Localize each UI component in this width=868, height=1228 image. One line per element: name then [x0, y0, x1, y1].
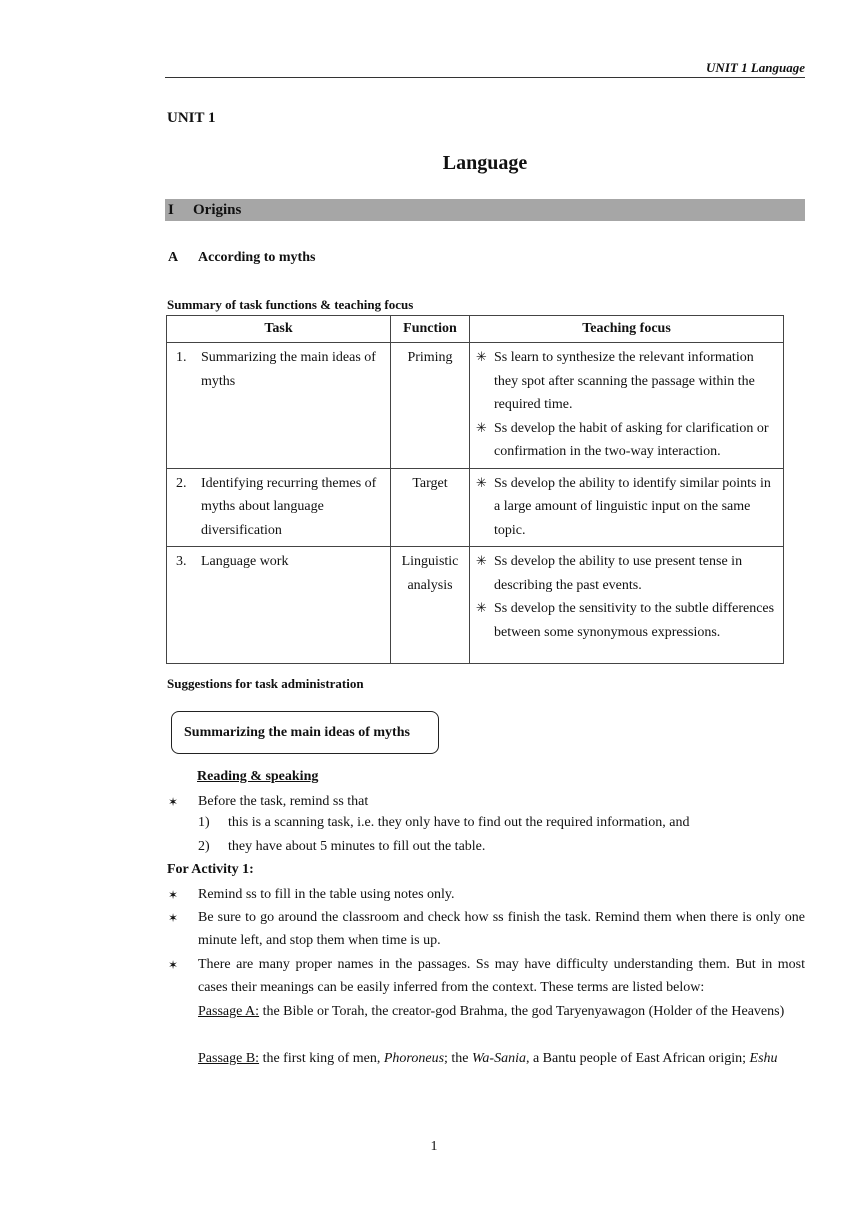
section-number: I: [168, 202, 174, 218]
asterisk-bullet-icon: ✳: [476, 554, 487, 569]
star-bullet-icon: ✶: [168, 795, 179, 809]
header-rule: [165, 77, 805, 78]
activity-bullet-text: Remind ss to fill in the table using notes only.: [198, 887, 455, 902]
passage-b-term: Eshu: [749, 1051, 778, 1066]
list-item: they have about 5 minutes to fill out the table.: [228, 839, 486, 854]
table-caption: Summary of task functions & teaching focus: [167, 297, 414, 312]
passage-a-label: Passage A:: [198, 1004, 260, 1019]
focus-text: Ss develop the ability to identify similar points in a large amount of linguistic input on the same topic.: [494, 475, 771, 538]
unit-label: UNIT 1: [167, 110, 216, 126]
reading-speaking-heading: Reading & speaking: [197, 769, 319, 784]
task-text: Summarizing the main ideas of myths: [201, 350, 376, 389]
task-cell: [167, 343, 391, 469]
page-title: Language: [442, 152, 528, 174]
subsection-letter: A: [168, 250, 179, 265]
passage-b-text: the first king of men,: [259, 1051, 384, 1066]
focus-text: Ss develop the habit of asking for clarification or confirmation in the two-way interaction.: [494, 420, 769, 459]
page-number: 1: [430, 1139, 438, 1154]
focus-item: [476, 346, 777, 417]
focus-cell: [470, 547, 784, 664]
task-title-box: Summarizing the main ideas of myths: [171, 711, 439, 754]
list-number: 2): [198, 839, 210, 854]
task-summary-table: [166, 315, 784, 664]
header-task: Task: [167, 316, 391, 343]
passage-b-text: , a Bantu people of East African origin;: [525, 1051, 750, 1066]
passage-a-text: the Bible or Torah, the creator-god Brahma, the god Taryenyawagon (Holder of the Heavens): [259, 1004, 785, 1019]
task-text: Language work: [201, 554, 289, 569]
activity-heading: For Activity 1:: [167, 862, 254, 877]
asterisk-bullet-icon: ✳: [476, 601, 487, 616]
star-bullet-icon: ✶: [168, 958, 179, 972]
header-teaching-focus: Teaching focus: [470, 316, 784, 343]
passage-b-note: [198, 1047, 805, 1070]
star-bullet-icon: ✶: [168, 888, 179, 902]
passage-a-note: [198, 1000, 805, 1023]
header-function: Function: [391, 316, 470, 343]
task-cell: [167, 468, 391, 547]
subsection-heading: [168, 250, 315, 266]
passage-b-text: ; the: [444, 1051, 473, 1066]
focus-item: [476, 417, 777, 464]
subsection-title: According to myths: [198, 250, 316, 265]
passage-b-term: Phoroneus: [383, 1051, 445, 1066]
focus-cell: [470, 343, 784, 469]
function-cell: Linguistic analysis: [391, 547, 470, 664]
section-heading-bar: [165, 199, 805, 221]
asterisk-bullet-icon: ✳: [476, 420, 487, 436]
task-number: 1.: [176, 350, 187, 365]
function-cell: Target: [391, 468, 470, 547]
task-text: Identifying recurring themes of myths about language diversification: [201, 475, 377, 538]
task-number: 3.: [176, 554, 187, 569]
focus-item: [476, 597, 777, 644]
activity-bullet-text: There are many proper names in the passages. Ss may have difficulty understanding them. But in most cases their meanings can be easily inferred from the context. These terms are listed below:: [198, 957, 805, 996]
table-row: [167, 343, 784, 469]
passage-b-term: Wa-Sania: [472, 1051, 526, 1066]
focus-item: [476, 550, 777, 597]
focus-item: [476, 472, 777, 543]
list-item: this is a scanning task, i.e. they only have to find out the required information, and: [228, 815, 690, 830]
task-cell: [167, 547, 391, 664]
running-head: UNIT 1 Language: [706, 60, 805, 75]
passage-b-label: Passage B:: [198, 1051, 260, 1066]
suggestions-heading: Suggestions for task administration: [167, 676, 364, 691]
table-header-row: [167, 316, 784, 343]
focus-cell: [470, 468, 784, 547]
activity-bullet-text: Be sure to go around the classroom and check how ss finish the task. Remind them when there is only one minute left, and stop them when time is up.: [198, 910, 805, 949]
section-title: Origins: [193, 202, 242, 218]
asterisk-bullet-icon: ✳: [476, 475, 487, 491]
table-row: [167, 468, 784, 547]
function-cell: Priming: [391, 343, 470, 469]
focus-text: Ss develop the ability to use present tense in describing the past events.: [494, 554, 743, 593]
list-number: 1): [198, 815, 210, 830]
table-row: [167, 547, 784, 664]
before-task-text: Before the task, remind ss that: [198, 794, 369, 809]
task-number: 2.: [176, 475, 187, 491]
star-bullet-icon: ✶: [168, 911, 179, 925]
focus-text: Ss learn to synthesize the relevant information they spot after scanning the passage within the required time.: [494, 350, 755, 412]
focus-text: Ss develop the sensitivity to the subtle differences between some synonymous expressions.: [494, 601, 775, 640]
asterisk-bullet-icon: ✳: [476, 350, 487, 365]
